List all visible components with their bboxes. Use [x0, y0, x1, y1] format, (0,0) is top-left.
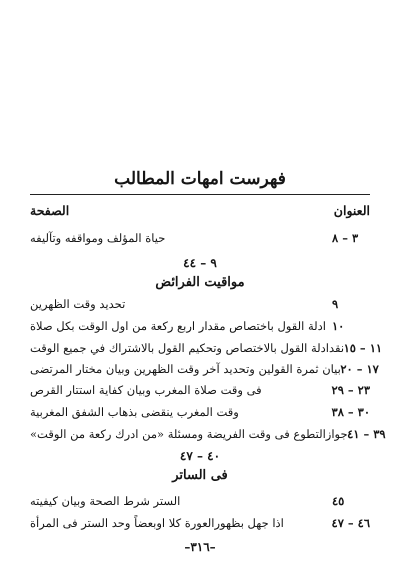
title-divider [30, 194, 370, 195]
toc-entry-page: ٤٦ – ٤٧ [331, 516, 370, 530]
toc-entry-text: نقدادلة القول بالاختصاص وتحكيم القول بالاشتراك في جميع الوقت [30, 341, 345, 355]
toc-entry-text: حياة المؤلف ومواقفه وتآليفه [30, 231, 166, 245]
section-heading: مواقيت الفرائض [155, 275, 245, 290]
toc-entry [30, 380, 370, 400]
toc-entry [30, 316, 370, 336]
toc-entry [30, 424, 386, 444]
toc-entry-text: بيان ثمرة القولين وتحديد آخر وقت الظهرين وبيان مختار المرتضى [30, 362, 341, 376]
column-header-topic: العنوان [333, 203, 370, 218]
toc-entry [30, 513, 370, 533]
toc-entry-page: ٣ – ٨ [332, 231, 359, 245]
column-header [30, 202, 370, 220]
toc-entry-text: وقت المغرب ينقضى بذهاب الشفق المغربية [30, 405, 239, 419]
toc-entry [30, 359, 379, 379]
toc-entry [30, 491, 370, 511]
toc-entry [30, 402, 370, 422]
toc-entry-text: فى وقت صلاة المغرب وبيان كفاية استتار القرص [30, 383, 262, 397]
toc-entry-page: ٢٣ – ٢٩ [331, 383, 370, 397]
toc-entry-page: ١١ – ١٥ [343, 341, 383, 355]
toc-entry-page: ٩ [332, 297, 339, 311]
page-number: –٣١٦– [184, 540, 216, 554]
toc-entry-page: ٣٠ – ٣٨ [331, 405, 370, 419]
column-header-page: الصفحة [30, 203, 70, 218]
section-range: ٩ – ٤٤ [183, 256, 217, 270]
toc-entry-page: ١٧ – ٢٠ [340, 362, 379, 376]
toc-entry-text: تحديد وقت الظهرين [30, 297, 126, 311]
section-range: ٤٠ – ٤٧ [179, 449, 221, 463]
toc-entry-text: الستر شرط الصحة وبيان كيفيته [30, 494, 181, 508]
toc-entry-text: ادلة القول باختصاص مقدار اربع ركعة من اول الوقت بكل صلاة [30, 319, 326, 333]
toc-entry-text: جوازالتطوع فى وقت الفريضة ومسئلة «من ادرك ركعة من الوقت» [30, 427, 348, 441]
toc-entry [30, 338, 383, 358]
section-heading: فى الساتر [172, 468, 228, 483]
page-title: فهرست امهات المطالب [114, 169, 286, 189]
toc-entry-page: ٤٥ [332, 494, 345, 508]
toc-entry-text: اذا جهل بظهورالعورة كلا اوبعضاً وحد الستر فى المرأة [30, 516, 284, 530]
toc-entry-page: ١٠ [332, 319, 345, 333]
toc-entry [30, 294, 370, 314]
toc-entry-intro [30, 228, 370, 248]
toc-entry-page: ٣٩ – ٤١ [347, 427, 386, 441]
